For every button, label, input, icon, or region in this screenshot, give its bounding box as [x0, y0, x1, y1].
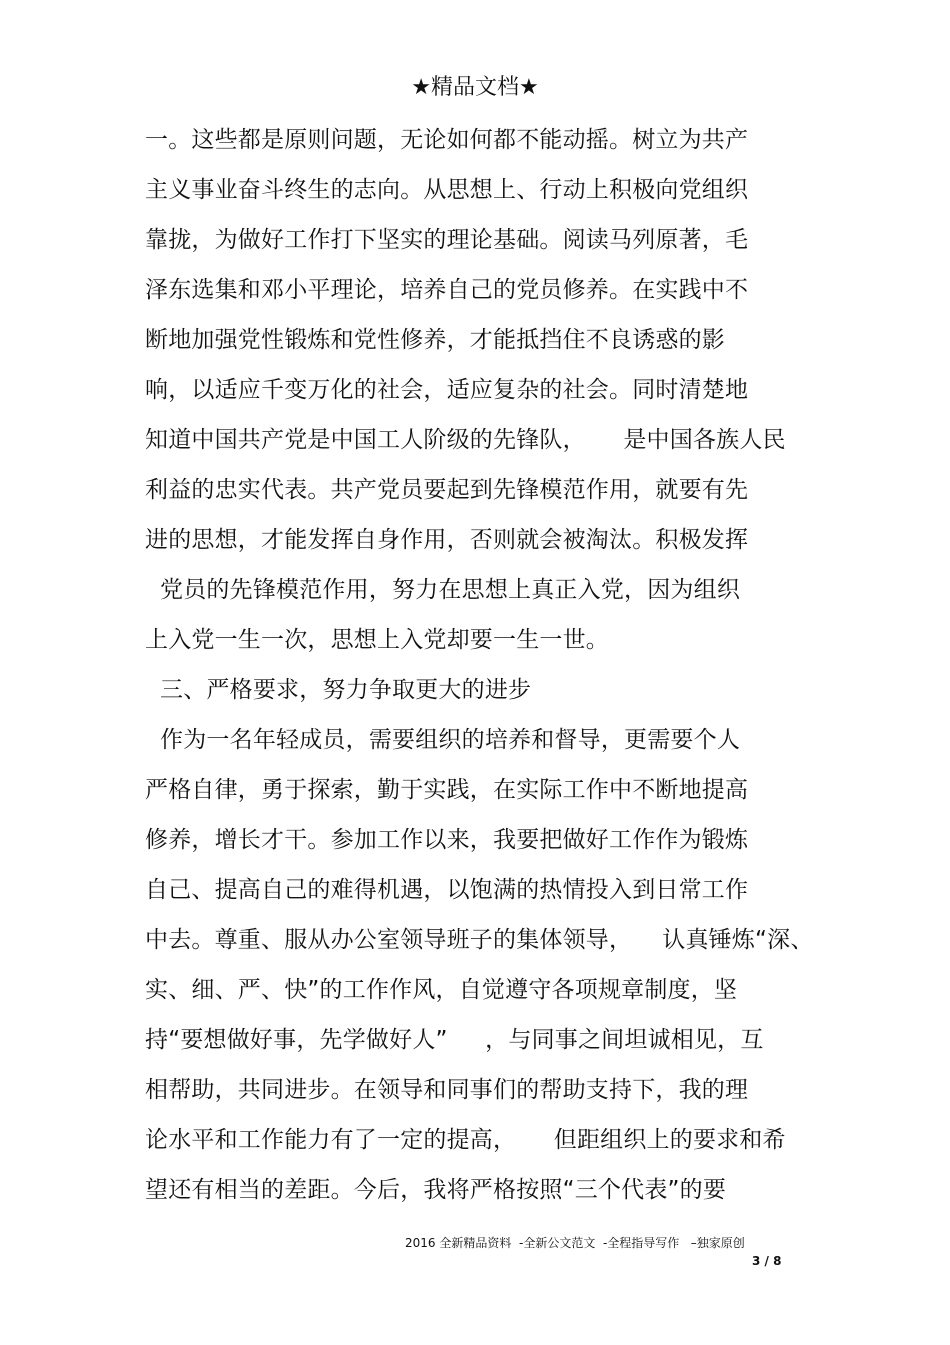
body-line: 一。这些都是原则问题，无论如何都不能动摇。树立为共产 [145, 127, 749, 153]
body-line: 靠拢，为做好工作打下坚实的理论基础。阅读马列原著，毛 [145, 227, 749, 253]
body-line: 严格自律，勇于探索，勤于实践，在实际工作中不断地提高 [145, 777, 749, 803]
body-line: 中去。尊重、服从办公室领导班子的集体领导， 认真锤炼“深、 [145, 927, 814, 953]
body-line: 持“要想做好事，先学做好人” ，与同事之间坦诚相见，互 [145, 1027, 764, 1053]
body-line: 自己、提高自己的难得机遇，以饱满的热情投入到日常工作 [145, 877, 749, 903]
body-line: 响，以适应千变万化的社会，适应复杂的社会。同时清楚地 [145, 377, 749, 403]
body-line: 上入党一生一次，思想上入党却要一生一世。 [145, 627, 609, 653]
body-line: 泽东选集和邓小平理论，培养自己的党员修养。在实践中不 [145, 277, 749, 303]
page-header-title: ★精品文档★ [411, 75, 539, 100]
page-footer-text: 2016 全新精品资料 -全新公文范文 -全程指导写作 –独家原创 [405, 1236, 745, 1250]
body-line: 相帮助，共同进步。在领导和同事们的帮助支持下，我的理 [145, 1077, 749, 1103]
body-line: 进的思想，才能发挥自身作用，否则就会被淘汰。积极发挥 [145, 527, 749, 553]
body-line: 实、细、严、快”的工作作风，自觉遵守各项规章制度，坚 [145, 977, 738, 1003]
body-line: 党员的先锋模范作用，努力在思想上真正入党，因为组织 [145, 577, 741, 603]
body-line: 断地加强党性锻炼和党性修养，才能抵挡住不良诱惑的影 [145, 327, 725, 353]
body-line: 利益的忠实代表。共产党员要起到先锋模范作用，就要有先 [145, 477, 749, 503]
body-line: 论水平和工作能力有了一定的提高， 但距组织上的要求和希 [145, 1127, 786, 1153]
body-line: 望还有相当的差距。今后，我将严格按照“三个代表”的要 [145, 1177, 727, 1203]
page-number: 3 / 8 [752, 1254, 782, 1268]
body-line: 修养，增长才干。参加工作以来，我要把做好工作作为锻炼 [145, 827, 749, 853]
body-line: 主义事业奋斗终生的志向。从思想上、行动上积极向党组织 [145, 177, 749, 203]
body-line: 知道中国共产党是中国工人阶级的先锋队， 是中国各族人民 [145, 427, 786, 453]
body-line: 作为一名年轻成员，需要组织的培养和督导，更需要个人 [145, 727, 741, 753]
section-heading: 三、严格要求，努力争取更大的进步 [145, 677, 532, 703]
